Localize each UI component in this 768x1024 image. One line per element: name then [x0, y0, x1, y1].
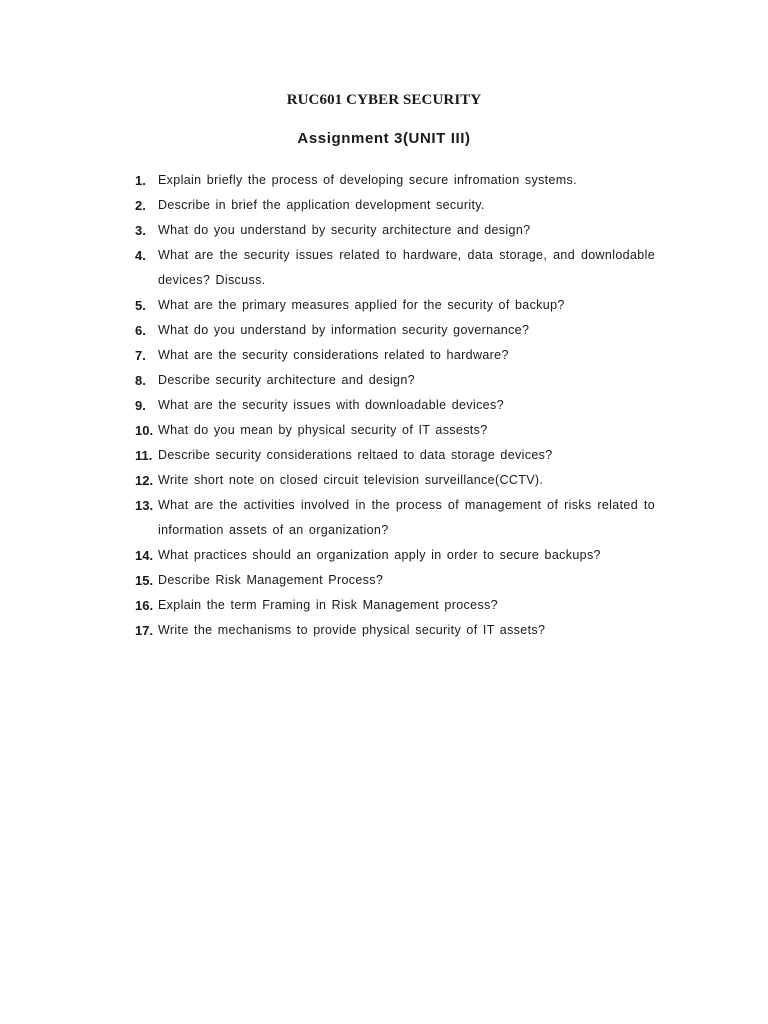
question-item	[135, 368, 655, 393]
question-number: 5.	[135, 298, 146, 313]
question-text: Explain briefly the process of developing secure infromation systems.	[158, 173, 577, 187]
question-number: 14.	[135, 548, 154, 563]
question-item	[135, 593, 655, 618]
question-text: What are the security issues with downloadable devices?	[158, 398, 504, 412]
question-item	[135, 243, 655, 293]
question-text: What are the activities involved in the process of management of risks related to information assets of an organization?	[158, 498, 655, 537]
question-text: Write short note on closed circuit television surveillance(CCTV).	[158, 473, 544, 487]
question-number: 16.	[135, 598, 154, 613]
question-number: 17.	[135, 623, 154, 638]
question-text: What are the security considerations related to hardware?	[158, 348, 509, 362]
question-item	[135, 443, 655, 468]
question-number: 2.	[135, 198, 146, 213]
question-item	[135, 343, 655, 368]
question-number: 15.	[135, 573, 154, 588]
question-text: Write the mechanisms to provide physical security of IT assets?	[158, 623, 546, 637]
question-text: Explain the term Framing in Risk Management process?	[158, 598, 498, 612]
question-text: Describe security architecture and design?	[158, 373, 415, 387]
question-text: Describe security considerations reltaed to data storage devices?	[158, 448, 553, 462]
question-item	[135, 293, 655, 318]
question-text: What do you understand by security architecture and design?	[158, 223, 531, 237]
question-item	[135, 218, 655, 243]
question-item	[135, 193, 655, 218]
question-number: 12.	[135, 473, 154, 488]
question-text: What do you mean by physical security of IT assests?	[158, 423, 488, 437]
question-item	[135, 168, 655, 193]
question-text: Describe in brief the application development security.	[158, 198, 485, 212]
question-number: 10.	[135, 423, 154, 438]
question-item	[135, 543, 655, 568]
question-text: What are the security issues related to hardware, data storage, and downlodable devices? Discuss.	[158, 248, 655, 287]
question-text: Describe Risk Management Process?	[158, 573, 384, 587]
question-text: What practices should an organization apply in order to secure backups?	[158, 548, 601, 562]
question-item	[135, 468, 655, 493]
question-number: 3.	[135, 223, 146, 238]
question-number: 11.	[135, 448, 153, 463]
question-item	[135, 418, 655, 443]
question-item	[135, 493, 655, 543]
question-number: 1.	[135, 173, 146, 188]
question-number: 9.	[135, 398, 146, 413]
course-title: RUC601 CYBER SECURITY	[286, 92, 482, 108]
question-number: 7.	[135, 348, 146, 363]
question-text: What are the primary measures applied for the security of backup?	[158, 298, 565, 312]
question-item	[135, 568, 655, 593]
question-number: 6.	[135, 323, 146, 338]
question-number: 8.	[135, 373, 146, 388]
question-item	[135, 393, 655, 418]
question-item	[135, 618, 655, 643]
question-text: What do you understand by information security governance?	[158, 323, 530, 337]
question-number: 4.	[135, 248, 146, 263]
assignment-title: Assignment 3(UNIT III)	[297, 130, 471, 147]
question-list	[135, 168, 655, 643]
question-item	[135, 318, 655, 343]
question-number: 13.	[135, 498, 154, 513]
